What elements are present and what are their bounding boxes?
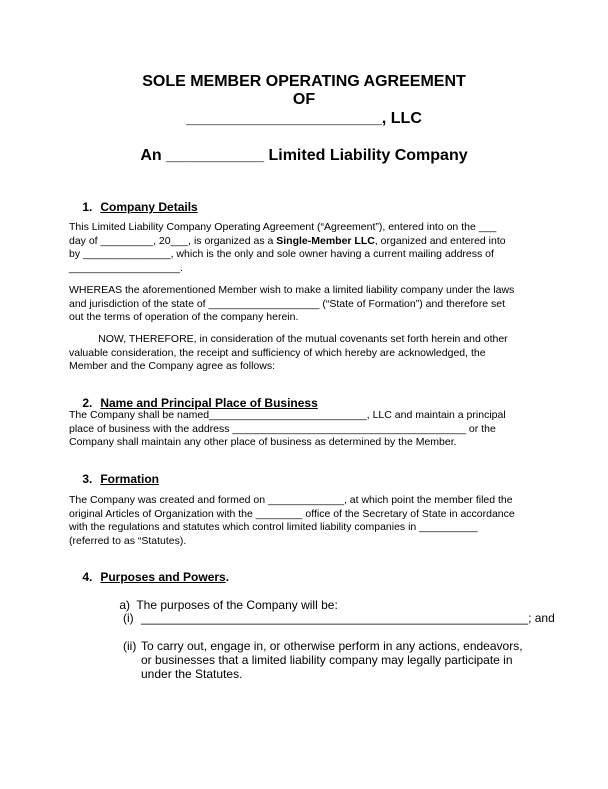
document-title-line-3: ______________________, LLC: [186, 110, 422, 127]
section-title: Company Details: [100, 200, 198, 214]
section-3-paragraph-1: [69, 494, 539, 549]
paragraph-line: and jurisdiction of the state of ___________________ (“State of Formation”) and therefore set: [69, 297, 506, 310]
section-1-paragraph-3: [69, 333, 539, 374]
section-title: Formation: [100, 472, 160, 486]
paragraph-line: WHEREAS the aforementioned Member wish to make a limited liability company under the laws: [69, 284, 515, 296]
paragraph-line: Member and the Company agree as follows:: [69, 360, 276, 373]
paragraph-line: The Company shall be named___________________________, LLC and maintain a principal: [69, 409, 506, 421]
paragraph-line: original Articles of Organization with the ________ office of the Secretary of State in accordance: [69, 507, 515, 520]
section-title: Name and Principal Place of Business: [100, 396, 318, 410]
list-text-i: __________________________________________________________; and: [141, 611, 555, 625]
paragraph-line: day of _________, 20___, is organized as a Single-Member LLC, organized and entered into: [69, 234, 506, 247]
list-line: or businesses that a limited liability company may legally participate in: [141, 653, 513, 667]
list-label-a: a): [119, 598, 131, 612]
list-label-i: (i): [123, 611, 134, 625]
emphasis-single-member-llc: Single-Member LLC: [276, 234, 375, 247]
section-number: 4.: [82, 570, 93, 584]
section-title-period: .: [225, 570, 230, 584]
paragraph-line: with the regulations and statutes which control limited liability companies in __________: [69, 521, 478, 534]
paragraph-line: valuable consideration, the receipt and sufficiency of which hereby are acknowledged, the: [69, 346, 486, 359]
section-number: 3.: [82, 472, 93, 486]
paragraph-line: place of business with the address ________________________________________ or the: [69, 422, 496, 435]
section-number: 1.: [82, 200, 93, 214]
section-1-paragraph-1: [69, 221, 539, 276]
list-item-ii: [123, 639, 523, 681]
document-subtitle: An ___________ Limited Liability Company: [140, 147, 468, 164]
section-1-paragraph-2: [69, 284, 539, 325]
section-title: Purposes and Powers: [100, 570, 226, 584]
list-line: [123, 639, 523, 653]
list-text-a: The purposes of the Company will be:: [136, 598, 338, 612]
paragraph-line: (referred to as “Statutes).: [69, 535, 187, 548]
paragraph-line: by _______________, which is the only and sole owner having a current mailing address of: [69, 248, 494, 261]
paragraph-line: The Company was created and formed on _____________, at which point the member filed the: [69, 494, 513, 506]
section-number: 2.: [82, 396, 93, 410]
paragraph-line: NOW, THEREFORE, in consideration of the mutual covenants set forth herein and other: [69, 333, 508, 345]
list-item-i: [123, 611, 555, 625]
list-text-ii: To carry out, engage in, or otherwise perform in any actions, endeavors,: [141, 639, 523, 653]
list-line: under the Statutes.: [141, 667, 243, 681]
list-label-ii: (ii): [123, 639, 137, 653]
paragraph-line: This Limited Liability Company Operating Agreement (“Agreement”), entered into on the ___: [69, 221, 497, 233]
section-2-paragraph-1: [69, 409, 539, 450]
paragraph-line: Company shall maintain any other place of business as determined by the Member.: [69, 436, 457, 449]
paragraph-line: ___________________.: [69, 262, 183, 275]
paragraph-line: out the terms of operation of the company herein.: [69, 311, 299, 324]
document-title-line-2: OF: [292, 91, 316, 108]
document-title-line-1: SOLE MEMBER OPERATING AGREEMENT: [142, 73, 466, 90]
